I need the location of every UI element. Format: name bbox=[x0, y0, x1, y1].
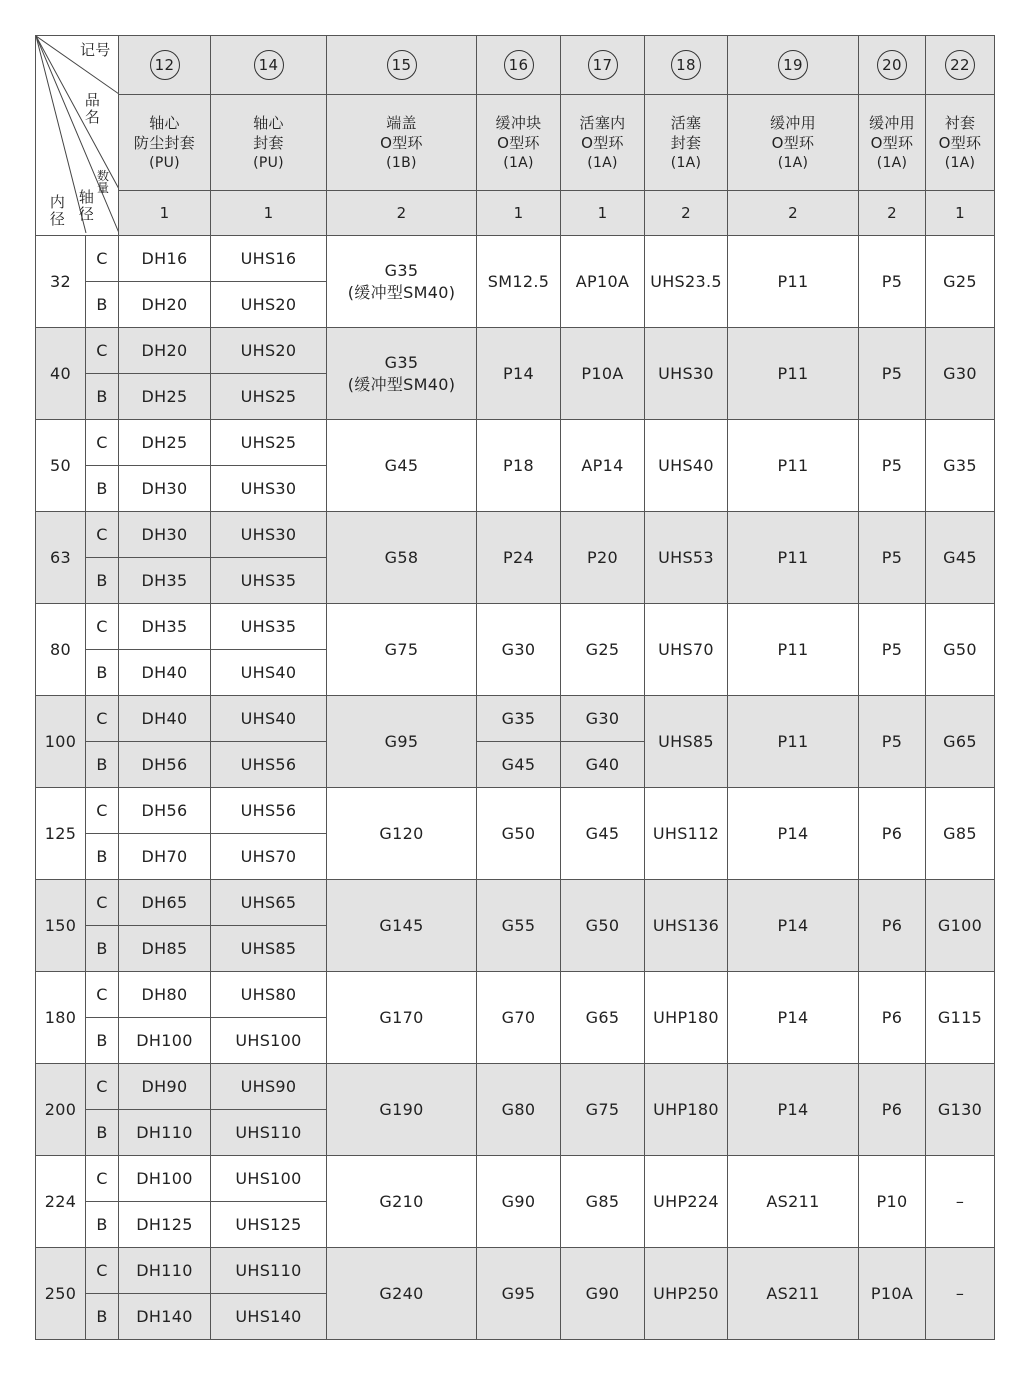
part-number-cell bbox=[561, 36, 645, 95]
part-name-line: O型环 bbox=[380, 133, 423, 152]
rod-type-cell: B bbox=[86, 742, 119, 788]
rod-seal-cell: UHS20 bbox=[211, 282, 327, 328]
rod-seal-cell: UHS35 bbox=[211, 558, 327, 604]
cushion-oring-small-cell: P6 bbox=[859, 788, 926, 880]
rod-type-cell: C bbox=[86, 1248, 119, 1294]
dust-seal-cell: DH20 bbox=[119, 328, 211, 374]
dust-seal-cell: DH110 bbox=[119, 1110, 211, 1156]
bushing-oring-cell: – bbox=[926, 1156, 995, 1248]
bore-size-cell: 200 bbox=[36, 1064, 86, 1156]
piston-inner-oring-cell: G50 bbox=[561, 880, 645, 972]
cover-oring-line: G58 bbox=[384, 547, 419, 567]
cushion-block-oring-cell: SM12.5 bbox=[477, 236, 561, 328]
rod-type-cell: B bbox=[86, 926, 119, 972]
cushion-block-oring-cell: G90 bbox=[477, 1156, 561, 1248]
part-quantity-cell: 1 bbox=[561, 191, 645, 236]
dust-seal-cell: DH80 bbox=[119, 972, 211, 1018]
cover-oring-cell bbox=[327, 880, 477, 972]
cover-oring-line: G95 bbox=[384, 731, 419, 751]
cushion-block-oring-cell: G70 bbox=[477, 972, 561, 1064]
cushion-block-oring-cell: G50 bbox=[477, 788, 561, 880]
part-quantity-cell: 1 bbox=[926, 191, 995, 236]
table-row bbox=[36, 788, 995, 834]
piston-inner-oring-cell: P20 bbox=[561, 512, 645, 604]
dust-seal-cell: DH65 bbox=[119, 880, 211, 926]
cover-oring-line: G190 bbox=[379, 1099, 424, 1119]
rod-type-cell: C bbox=[86, 328, 119, 374]
part-name-line: 缓冲用 bbox=[869, 113, 915, 132]
rod-type-cell: C bbox=[86, 604, 119, 650]
rod-seal-cell: UHS65 bbox=[211, 880, 327, 926]
dust-seal-cell: DH20 bbox=[119, 282, 211, 328]
rod-type-cell: C bbox=[86, 1156, 119, 1202]
part-name-line: O型环 bbox=[938, 133, 982, 152]
cushion-oring-cell: P14 bbox=[728, 1064, 859, 1156]
cushion-oring-cell: P11 bbox=[728, 696, 859, 788]
part-name-line: 防尘封套 bbox=[133, 133, 196, 152]
cushion-oring-cell: P11 bbox=[728, 328, 859, 420]
part-name-cell bbox=[645, 95, 728, 191]
dust-seal-cell: DH100 bbox=[119, 1018, 211, 1064]
rod-type-cell: B bbox=[86, 1110, 119, 1156]
piston-inner-oring-cell: AP14 bbox=[561, 420, 645, 512]
part-number-circle: 17 bbox=[588, 50, 618, 80]
cover-oring-cell bbox=[327, 788, 477, 880]
piston-inner-oring-cell: G25 bbox=[561, 604, 645, 696]
dust-seal-cell: DH40 bbox=[119, 650, 211, 696]
bore-size-cell: 50 bbox=[36, 420, 86, 512]
cushion-block-oring-cell: G95 bbox=[477, 1248, 561, 1340]
piston-seal-cell: UHP224 bbox=[645, 1156, 728, 1248]
part-name-cell bbox=[477, 95, 561, 191]
cushion-oring-small-cell: P5 bbox=[859, 512, 926, 604]
rod-seal-cell: UHS100 bbox=[211, 1018, 327, 1064]
part-material: (1A) bbox=[587, 154, 618, 171]
dust-seal-cell: DH25 bbox=[119, 420, 211, 466]
table-row bbox=[36, 1064, 995, 1110]
dust-seal-cell: DH35 bbox=[119, 604, 211, 650]
piston-inner-oring-cell: AP10A bbox=[561, 236, 645, 328]
rod-seal-cell: UHS90 bbox=[211, 1064, 327, 1110]
table-row bbox=[36, 1248, 995, 1294]
rod-type-cell: C bbox=[86, 788, 119, 834]
piston-seal-cell: UHS40 bbox=[645, 420, 728, 512]
part-name-cell bbox=[119, 95, 211, 191]
dust-seal-cell: DH30 bbox=[119, 466, 211, 512]
bushing-oring-cell: G130 bbox=[926, 1064, 995, 1156]
part-number-cell bbox=[926, 36, 995, 95]
rod-seal-cell: UHS40 bbox=[211, 696, 327, 742]
piston-seal-cell: UHS70 bbox=[645, 604, 728, 696]
rod-seal-cell: UHS30 bbox=[211, 466, 327, 512]
dust-seal-cell: DH35 bbox=[119, 558, 211, 604]
piston-inner-oring-cell: G65 bbox=[561, 972, 645, 1064]
cushion-block-oring-cell: G80 bbox=[477, 1064, 561, 1156]
part-name-cell bbox=[211, 95, 327, 191]
cushion-block-oring-cell: P18 bbox=[477, 420, 561, 512]
piston-seal-cell: UHP180 bbox=[645, 972, 728, 1064]
cover-oring-line: G170 bbox=[379, 1007, 424, 1027]
dust-seal-cell: DH100 bbox=[119, 1156, 211, 1202]
part-name-line: 端盖 bbox=[386, 113, 417, 132]
dust-seal-cell: DH56 bbox=[119, 788, 211, 834]
corner-label-jihao: 记号 bbox=[80, 41, 111, 59]
part-name-line: O型环 bbox=[870, 133, 914, 152]
piston-inner-oring-cell: G30 bbox=[561, 696, 645, 742]
rod-type-cell: C bbox=[86, 512, 119, 558]
cushion-oring-cell: P11 bbox=[728, 604, 859, 696]
rod-type-cell: C bbox=[86, 420, 119, 466]
rod-type-cell: B bbox=[86, 1294, 119, 1340]
cushion-oring-small-cell: P6 bbox=[859, 1064, 926, 1156]
cushion-oring-cell: P11 bbox=[728, 512, 859, 604]
bore-size-cell: 250 bbox=[36, 1248, 86, 1340]
bore-size-cell: 224 bbox=[36, 1156, 86, 1248]
cushion-oring-small-cell: P5 bbox=[859, 236, 926, 328]
part-number-cell bbox=[211, 36, 327, 95]
rod-type-cell: C bbox=[86, 972, 119, 1018]
part-name-line: O型环 bbox=[497, 133, 540, 152]
rod-seal-cell: UHS35 bbox=[211, 604, 327, 650]
cover-oring-cell bbox=[327, 328, 477, 420]
part-name-cell bbox=[926, 95, 995, 191]
bore-size-cell: 32 bbox=[36, 236, 86, 328]
table-row bbox=[36, 604, 995, 650]
rod-seal-cell: UHS56 bbox=[211, 742, 327, 788]
corner-label-neijing: 内径 bbox=[49, 193, 66, 228]
part-number-cell bbox=[119, 36, 211, 95]
dust-seal-cell: DH25 bbox=[119, 374, 211, 420]
table-row bbox=[36, 512, 995, 558]
bushing-oring-cell: G100 bbox=[926, 880, 995, 972]
part-number-circle: 14 bbox=[254, 50, 284, 80]
table-row bbox=[36, 328, 995, 374]
dust-seal-cell: DH56 bbox=[119, 742, 211, 788]
dust-seal-cell: DH85 bbox=[119, 926, 211, 972]
piston-inner-oring-cell: G45 bbox=[561, 788, 645, 880]
part-number-circle: 22 bbox=[945, 50, 975, 80]
cover-oring-cell bbox=[327, 972, 477, 1064]
piston-seal-cell: UHP250 bbox=[645, 1248, 728, 1340]
part-number-circle: 20 bbox=[877, 50, 907, 80]
table-row bbox=[36, 236, 995, 282]
part-name-line: 活塞内 bbox=[579, 113, 626, 132]
part-number-circle: 19 bbox=[778, 50, 808, 80]
cover-oring-line: G120 bbox=[379, 823, 424, 843]
bushing-oring-cell: G30 bbox=[926, 328, 995, 420]
part-number-circle: 12 bbox=[150, 50, 180, 80]
piston-seal-cell: UHS112 bbox=[645, 788, 728, 880]
cushion-oring-cell: P11 bbox=[728, 236, 859, 328]
bore-size-cell: 100 bbox=[36, 696, 86, 788]
part-name-line: 缓冲用 bbox=[770, 113, 816, 132]
cover-oring-line: G35 bbox=[384, 260, 419, 280]
part-name-line: 封套 bbox=[670, 133, 702, 152]
table-row bbox=[36, 420, 995, 466]
cushion-block-oring-cell: G35 bbox=[477, 696, 561, 742]
part-quantity-cell: 2 bbox=[728, 191, 859, 236]
bushing-oring-cell: G65 bbox=[926, 696, 995, 788]
rod-type-cell: B bbox=[86, 1018, 119, 1064]
part-number-cell bbox=[859, 36, 926, 95]
cushion-oring-cell: P14 bbox=[728, 788, 859, 880]
rod-type-cell: B bbox=[86, 466, 119, 512]
corner-label-zhoujing: 轴径 bbox=[78, 188, 95, 223]
part-name-line: 衬套 bbox=[944, 113, 976, 132]
part-quantity-cell: 1 bbox=[211, 191, 327, 236]
dust-seal-cell: DH125 bbox=[119, 1202, 211, 1248]
header-row-quantity bbox=[36, 191, 995, 236]
rod-type-cell: C bbox=[86, 880, 119, 926]
table-row bbox=[36, 880, 995, 926]
piston-seal-cell: UHS23.5 bbox=[645, 236, 728, 328]
cover-oring-cell bbox=[327, 604, 477, 696]
part-name-cell bbox=[859, 95, 926, 191]
cover-oring-cell bbox=[327, 1156, 477, 1248]
header-row-part-number bbox=[36, 36, 995, 95]
part-name-line: 缓冲块 bbox=[495, 113, 542, 132]
rod-seal-cell: UHS110 bbox=[211, 1248, 327, 1294]
dust-seal-cell: DH90 bbox=[119, 1064, 211, 1110]
part-number-circle: 16 bbox=[504, 50, 534, 80]
cushion-oring-cell: P14 bbox=[728, 972, 859, 1064]
table-row bbox=[36, 1156, 995, 1202]
piston-inner-oring-cell: G85 bbox=[561, 1156, 645, 1248]
part-name-line: 封套 bbox=[253, 133, 284, 152]
cover-oring-cell bbox=[327, 236, 477, 328]
part-material: (1A) bbox=[670, 154, 702, 171]
rod-seal-cell: UHS20 bbox=[211, 328, 327, 374]
cushion-oring-cell: P11 bbox=[728, 420, 859, 512]
part-name-cell bbox=[561, 95, 645, 191]
cushion-oring-small-cell: P10A bbox=[859, 1248, 926, 1340]
rod-seal-cell: UHS140 bbox=[211, 1294, 327, 1340]
cushion-block-oring-cell: G55 bbox=[477, 880, 561, 972]
piston-seal-cell: UHS30 bbox=[645, 328, 728, 420]
cushion-oring-cell: AS211 bbox=[728, 1156, 859, 1248]
cushion-oring-small-cell: P6 bbox=[859, 972, 926, 1064]
cover-oring-cell bbox=[327, 512, 477, 604]
cushion-oring-cell: AS211 bbox=[728, 1248, 859, 1340]
table-row bbox=[36, 696, 995, 742]
rod-seal-cell: UHS25 bbox=[211, 420, 327, 466]
cover-oring-line: G45 bbox=[384, 455, 419, 475]
rod-seal-cell: UHS25 bbox=[211, 374, 327, 420]
rod-seal-cell: UHS125 bbox=[211, 1202, 327, 1248]
rod-seal-cell: UHS30 bbox=[211, 512, 327, 558]
cover-oring-cell bbox=[327, 420, 477, 512]
rod-seal-cell: UHS80 bbox=[211, 972, 327, 1018]
bore-size-cell: 40 bbox=[36, 328, 86, 420]
part-name-line: 轴心 bbox=[149, 113, 180, 132]
part-material: (1A) bbox=[503, 154, 534, 171]
rod-seal-cell: UHS70 bbox=[211, 834, 327, 880]
bushing-oring-cell: G85 bbox=[926, 788, 995, 880]
part-name-cell bbox=[327, 95, 477, 191]
bushing-oring-cell: G35 bbox=[926, 420, 995, 512]
rod-seal-cell: UHS16 bbox=[211, 236, 327, 282]
part-quantity-cell: 1 bbox=[477, 191, 561, 236]
corner-label-pinming: 品名 bbox=[84, 91, 101, 126]
bore-size-cell: 150 bbox=[36, 880, 86, 972]
cover-oring-cell bbox=[327, 1248, 477, 1340]
piston-seal-cell: UHP180 bbox=[645, 1064, 728, 1156]
part-number-cell bbox=[728, 36, 859, 95]
piston-inner-oring-cell: P10A bbox=[561, 328, 645, 420]
cover-oring-line: (缓冲型SM40) bbox=[347, 282, 456, 302]
dust-seal-cell: DH140 bbox=[119, 1294, 211, 1340]
cushion-block-oring-cell: G45 bbox=[477, 742, 561, 788]
dust-seal-cell: DH110 bbox=[119, 1248, 211, 1294]
part-name-cell bbox=[728, 95, 859, 191]
cushion-block-oring-cell: G30 bbox=[477, 604, 561, 696]
cushion-block-oring-cell: P14 bbox=[477, 328, 561, 420]
rod-type-cell: C bbox=[86, 696, 119, 742]
piston-seal-cell: UHS53 bbox=[645, 512, 728, 604]
bore-size-cell: 125 bbox=[36, 788, 86, 880]
cover-oring-cell bbox=[327, 1064, 477, 1156]
part-number-circle: 18 bbox=[671, 50, 701, 80]
piston-inner-oring-cell: G90 bbox=[561, 1248, 645, 1340]
cushion-block-oring-cell: P24 bbox=[477, 512, 561, 604]
part-number-cell bbox=[327, 36, 477, 95]
bore-size-cell: 63 bbox=[36, 512, 86, 604]
bushing-oring-cell: G45 bbox=[926, 512, 995, 604]
bore-size-cell: 80 bbox=[36, 604, 86, 696]
rod-type-cell: B bbox=[86, 558, 119, 604]
cushion-oring-small-cell: P5 bbox=[859, 328, 926, 420]
piston-inner-oring-cell: G40 bbox=[561, 742, 645, 788]
cushion-oring-small-cell: P5 bbox=[859, 604, 926, 696]
rod-seal-cell: UHS56 bbox=[211, 788, 327, 834]
cushion-oring-small-cell: P6 bbox=[859, 880, 926, 972]
bushing-oring-cell: G50 bbox=[926, 604, 995, 696]
cover-oring-line: (缓冲型SM40) bbox=[347, 374, 456, 394]
part-number-circle: 15 bbox=[387, 50, 417, 80]
cover-oring-cell bbox=[327, 696, 477, 788]
part-name-line: O型环 bbox=[581, 133, 624, 152]
part-number-cell bbox=[477, 36, 561, 95]
rod-type-cell: B bbox=[86, 282, 119, 328]
rod-type-cell: B bbox=[86, 650, 119, 696]
part-quantity-cell: 2 bbox=[327, 191, 477, 236]
part-quantity-cell: 2 bbox=[859, 191, 926, 236]
bore-size-cell: 180 bbox=[36, 972, 86, 1064]
cushion-oring-small-cell: P10 bbox=[859, 1156, 926, 1248]
part-name-line: 活塞 bbox=[670, 113, 702, 132]
rod-type-cell: B bbox=[86, 1202, 119, 1248]
part-material: (PU) bbox=[253, 154, 284, 171]
part-material: (1A) bbox=[944, 154, 976, 171]
rod-type-cell: C bbox=[86, 236, 119, 282]
corner-label-shuliang: 数量 bbox=[97, 169, 110, 195]
part-material: (1B) bbox=[386, 154, 417, 171]
rod-seal-cell: UHS85 bbox=[211, 926, 327, 972]
corner-diagonal-header bbox=[36, 36, 119, 236]
header-row-part-name bbox=[36, 95, 995, 191]
cover-oring-line: G35 bbox=[384, 352, 419, 372]
part-quantity-cell: 1 bbox=[119, 191, 211, 236]
piston-inner-oring-cell: G75 bbox=[561, 1064, 645, 1156]
bushing-oring-cell: – bbox=[926, 1248, 995, 1340]
rod-type-cell: B bbox=[86, 834, 119, 880]
part-number-cell bbox=[645, 36, 728, 95]
cushion-oring-small-cell: P5 bbox=[859, 696, 926, 788]
rod-seal-cell: UHS40 bbox=[211, 650, 327, 696]
piston-seal-cell: UHS136 bbox=[645, 880, 728, 972]
dust-seal-cell: DH30 bbox=[119, 512, 211, 558]
dust-seal-cell: DH70 bbox=[119, 834, 211, 880]
rod-type-cell: C bbox=[86, 1064, 119, 1110]
cover-oring-line: G240 bbox=[379, 1283, 424, 1303]
piston-seal-cell: UHS85 bbox=[645, 696, 728, 788]
dust-seal-cell: DH40 bbox=[119, 696, 211, 742]
part-name-line: 轴心 bbox=[253, 113, 284, 132]
rod-type-cell: B bbox=[86, 374, 119, 420]
part-material: (1A) bbox=[777, 154, 809, 171]
cover-oring-line: G75 bbox=[384, 639, 419, 659]
part-material: (PU) bbox=[149, 154, 180, 171]
table-row bbox=[36, 972, 995, 1018]
cushion-oring-small-cell: P5 bbox=[859, 420, 926, 512]
part-material: (1A) bbox=[876, 154, 908, 171]
seal-parts-table bbox=[35, 35, 995, 1340]
rod-seal-cell: UHS100 bbox=[211, 1156, 327, 1202]
bushing-oring-cell: G115 bbox=[926, 972, 995, 1064]
cover-oring-line: G210 bbox=[379, 1191, 424, 1211]
part-quantity-cell: 2 bbox=[645, 191, 728, 236]
dust-seal-cell: DH16 bbox=[119, 236, 211, 282]
cushion-oring-cell: P14 bbox=[728, 880, 859, 972]
rod-seal-cell: UHS110 bbox=[211, 1110, 327, 1156]
part-name-line: O型环 bbox=[771, 133, 815, 152]
bushing-oring-cell: G25 bbox=[926, 236, 995, 328]
cover-oring-line: G145 bbox=[379, 915, 424, 935]
